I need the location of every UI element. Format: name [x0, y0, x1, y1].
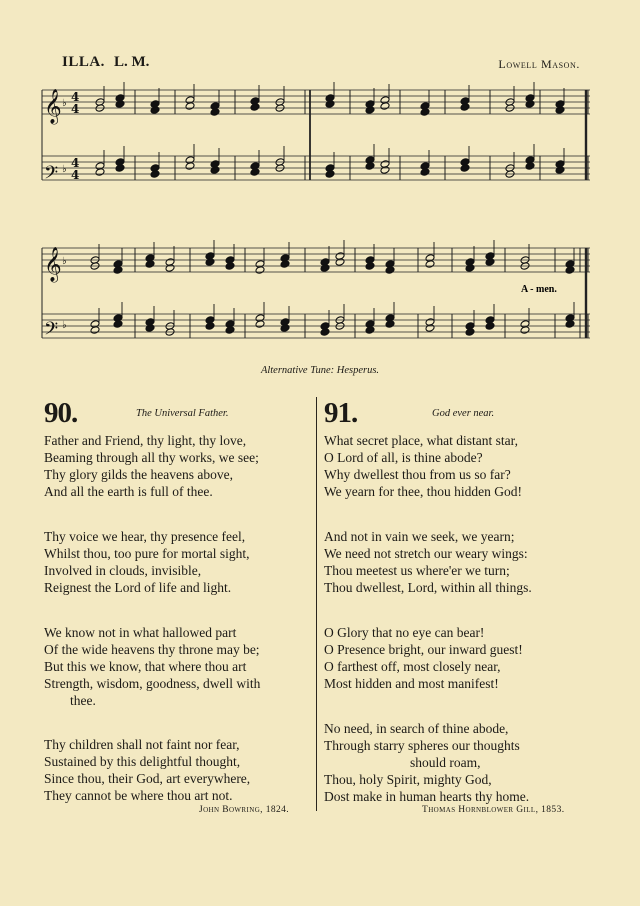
stanza [324, 432, 522, 500]
verse-line: We need not stretch our weary wings: [324, 546, 528, 561]
verse-line: We yearn for thee, thou hidden God! [324, 484, 522, 499]
stanza [324, 528, 532, 596]
hymn-author: Thomas Hornblower Gill, 1853. [422, 805, 565, 815]
verse-line: O Glory that no eye can bear! [324, 625, 485, 640]
verse-line: But this we know, that where thou art [44, 659, 247, 674]
verse-line: Thy children shall not faint nor fear, [44, 737, 240, 752]
verse-line: Thy glory gilds the heavens above, [44, 467, 233, 482]
music-notes [90, 82, 575, 336]
stanza [44, 624, 260, 709]
amen-text: A - men. [521, 284, 557, 295]
stanza [44, 736, 250, 804]
music-score [40, 80, 600, 340]
stanza [44, 432, 259, 500]
verse-line: They cannot be where thou art not. [44, 788, 233, 803]
hymn-number: 90. [44, 397, 78, 429]
staff-lines [42, 90, 590, 338]
verse-line: Why dwellest thou from us so far? [324, 467, 511, 482]
verse-line: Father and Friend, thy light, thy love, [44, 433, 247, 448]
hymn-90 [44, 397, 306, 815]
treble-clef-icon: 𝄞 [44, 89, 62, 124]
verse-line: Thou meetest us where'er we turn; [324, 563, 510, 578]
verse-line: Reignest the Lord of life and light. [44, 580, 232, 595]
hymn-number: 91. [324, 397, 358, 429]
stanza [324, 624, 523, 692]
hymn-91 [324, 397, 594, 815]
verse-line: Whilst thou, too pure for mortal sight, [44, 546, 250, 561]
composer-credit: Lowell Mason. [498, 57, 580, 71]
verse-line: O Presence bright, our inward guest! [324, 642, 523, 657]
verse-line: thee. [70, 693, 96, 708]
stanza [324, 720, 529, 805]
flat-icon: ♭ [62, 320, 67, 331]
tune-name: ILLA. [62, 54, 105, 70]
flat-icon: ♭ [62, 98, 67, 109]
stanza [44, 528, 249, 596]
verse-line: No need, in search of thine abode, [324, 721, 509, 736]
verse-line: And not in vain we seek, we yearn; [324, 529, 515, 544]
bass-clef-icon: 𝄢 [44, 319, 59, 340]
verse-line: And all the earth is full of thee. [44, 484, 213, 499]
time-signature-top: 4 [71, 90, 80, 104]
alternative-tune: Alternative Tune: Hesperus. [260, 365, 380, 376]
hymn-author: John Bowring, 1824. [199, 805, 290, 815]
hymn-title: The Universal Father. [136, 408, 229, 419]
clefs-and-signatures [44, 89, 79, 340]
verse-line: Thou dwellest, Lord, within all things. [324, 580, 532, 595]
verse-line: Strength, wisdom, goodness, dwell with [44, 676, 261, 691]
verse-line: Through starry spheres our thoughts [324, 738, 520, 753]
verse-line: Dost make in human hearts thy home. [324, 789, 530, 804]
treble-clef-icon: 𝄞 [44, 247, 62, 282]
verse-line: Involved in clouds, invisible, [44, 563, 202, 578]
verse-line: Of the wide heavens thy throne may be; [44, 642, 260, 657]
verse-line: Most hidden and most manifest! [324, 676, 499, 691]
time-signature-bottom: 4 [71, 168, 80, 182]
verse-line: O Lord of all, is thine abode? [324, 450, 483, 465]
tune-meter: L. M. [114, 54, 150, 70]
flat-icon: ♭ [62, 164, 67, 175]
flat-icon: ♭ [62, 256, 67, 267]
verse-line: Thy voice we hear, thy presence feel, [44, 529, 246, 544]
time-signature-bottom: 4 [71, 102, 80, 116]
verse-line: We know not in what hallowed part [44, 625, 237, 640]
verse-line: What secret place, what distant star, [324, 433, 519, 448]
time-signature-top: 4 [71, 156, 80, 170]
bass-clef-icon: 𝄢 [44, 163, 59, 188]
barlines [42, 90, 588, 338]
verse-line: Sustained by this delightful thought, [44, 754, 241, 769]
verse-line: Thou, holy Spirit, mighty God, [324, 772, 492, 787]
verse-line: should roam, [410, 755, 481, 770]
verse-line: O farthest off, most closely near, [324, 659, 501, 674]
verse-line: Beaming through all thy works, we see; [44, 450, 259, 465]
verse-line: Since thou, their God, art everywhere, [44, 771, 251, 786]
column-divider [316, 397, 317, 811]
hymn-title: God ever near. [432, 408, 495, 419]
